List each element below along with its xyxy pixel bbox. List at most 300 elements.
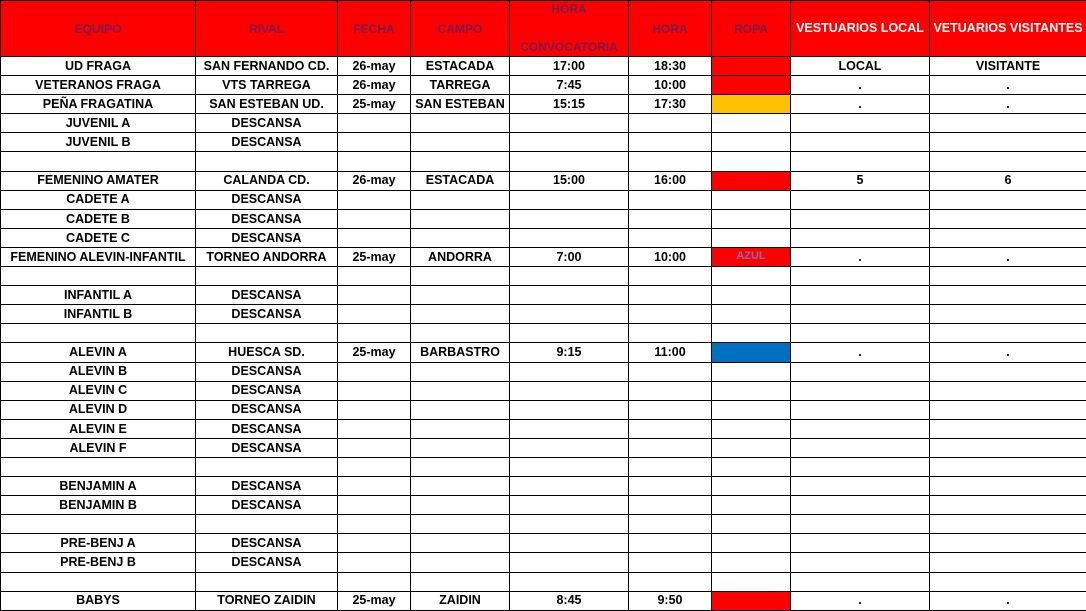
cell-hora[interactable]: 16:00 [629, 171, 712, 190]
cell-fecha[interactable] [338, 228, 411, 247]
cell-ropa[interactable]: AZUL [712, 247, 791, 266]
table-row [1, 114, 1086, 133]
cell-rival[interactable]: DESCANSA [196, 209, 338, 228]
cell-rival[interactable]: DESCANSA [196, 534, 338, 553]
cell-vestuarios-visitantes[interactable]: . [930, 76, 1086, 95]
cell-ropa[interactable] [712, 553, 791, 572]
cell-vestuarios-local[interactable]: . [791, 95, 930, 114]
cell-vestuarios-local[interactable] [791, 457, 930, 476]
cell-ropa[interactable] [712, 305, 791, 324]
cell-vestuarios-visitantes[interactable] [930, 572, 1086, 591]
cell-hora-convocatoria[interactable] [510, 381, 629, 400]
cell-fecha[interactable]: 25-may [338, 247, 411, 266]
cell-hora-convocatoria[interactable] [510, 515, 629, 534]
cell-vestuarios-local[interactable] [791, 553, 930, 572]
table-row [1, 76, 1086, 95]
cell-rival[interactable]: SAN FERNANDO CD. [196, 57, 338, 76]
cell-hora[interactable]: 18:30 [629, 57, 712, 76]
cell-equipo[interactable] [1, 515, 196, 534]
cell-fecha[interactable]: 25-may [338, 95, 411, 114]
cell-rival[interactable]: VTS TARREGA [196, 76, 338, 95]
cell-fecha[interactable] [338, 496, 411, 515]
cell-equipo[interactable]: BENJAMIN B [1, 496, 196, 515]
cell-fecha[interactable] [338, 286, 411, 305]
cell-hora-convocatoria[interactable] [510, 477, 629, 496]
cell-hora-convocatoria[interactable] [510, 286, 629, 305]
table-row [1, 152, 1086, 171]
table-row [1, 400, 1086, 419]
cell-hora-convocatoria[interactable] [510, 152, 629, 171]
cell-vestuarios-visitantes[interactable] [930, 286, 1086, 305]
cell-hora[interactable] [629, 324, 712, 343]
cell-hora-convocatoria[interactable] [510, 114, 629, 133]
schedule-body [1, 57, 1086, 611]
cell-vestuarios-visitantes[interactable] [930, 305, 1086, 324]
cell-vestuarios-visitantes[interactable] [930, 114, 1086, 133]
cell-ropa[interactable] [712, 419, 791, 438]
cell-hora[interactable] [629, 457, 712, 476]
cell-equipo[interactable] [1, 457, 196, 476]
table-row [1, 496, 1086, 515]
cell-rival[interactable]: DESCANSA [196, 114, 338, 133]
cell-vestuarios-local[interactable]: . [791, 591, 930, 610]
cell-rival[interactable]: DESCANSA [196, 438, 338, 457]
header-hora-convocatoria[interactable] [510, 1, 629, 57]
cell-hora[interactable]: 11:00 [629, 343, 712, 362]
cell-rival[interactable]: DESCANSA [196, 286, 338, 305]
cell-rival[interactable]: TORNEO ANDORRA [196, 247, 338, 266]
cell-hora-convocatoria[interactable] [510, 305, 629, 324]
header-vestuarios-visitantes[interactable]: VETUARIOS VISITANTES [930, 1, 1086, 57]
cell-vestuarios-local[interactable] [791, 477, 930, 496]
table-row [1, 381, 1086, 400]
cell-hora[interactable] [629, 572, 712, 591]
cell-vestuarios-visitantes[interactable]: . [930, 343, 1086, 362]
cell-fecha[interactable]: 26-may [338, 171, 411, 190]
cell-ropa[interactable] [712, 591, 791, 610]
cell-vestuarios-visitantes[interactable] [930, 190, 1086, 209]
cell-ropa[interactable] [712, 171, 791, 190]
table-row [1, 247, 1086, 266]
cell-vestuarios-local[interactable]: . [791, 247, 930, 266]
cell-fecha[interactable]: 25-may [338, 343, 411, 362]
cell-fecha[interactable]: 26-may [338, 76, 411, 95]
table-row [1, 95, 1086, 114]
cell-vestuarios-local[interactable] [791, 419, 930, 438]
cell-hora-convocatoria[interactable] [510, 457, 629, 476]
cell-campo[interactable] [411, 324, 510, 343]
cell-campo[interactable]: TARREGA [411, 76, 510, 95]
cell-hora-convocatoria[interactable] [510, 209, 629, 228]
header-vestuarios-local[interactable]: VESTUARIOS LOCAL [791, 1, 930, 57]
cell-vestuarios-local[interactable]: . [791, 343, 930, 362]
cell-rival[interactable] [196, 152, 338, 171]
cell-ropa[interactable] [712, 477, 791, 496]
cell-vestuarios-local[interactable]: LOCAL [791, 57, 930, 76]
cell-ropa[interactable] [712, 95, 791, 114]
cell-hora[interactable] [629, 305, 712, 324]
cell-ropa[interactable] [712, 228, 791, 247]
cell-ropa[interactable] [712, 190, 791, 209]
cell-hora-convocatoria[interactable] [510, 228, 629, 247]
cell-vestuarios-local[interactable] [791, 515, 930, 534]
cell-vestuarios-visitantes[interactable] [930, 324, 1086, 343]
cell-equipo[interactable]: JUVENIL B [1, 133, 196, 152]
cell-fecha[interactable] [338, 400, 411, 419]
table-row [1, 362, 1086, 381]
cell-equipo[interactable] [1, 572, 196, 591]
table-row [1, 228, 1086, 247]
cell-rival[interactable] [196, 267, 338, 286]
cell-vestuarios-visitantes[interactable] [930, 496, 1086, 515]
cell-equipo[interactable]: ALEVIN C [1, 381, 196, 400]
cell-rival[interactable] [196, 324, 338, 343]
cell-hora[interactable] [629, 381, 712, 400]
table-row [1, 572, 1086, 591]
cell-equipo[interactable]: ALEVIN E [1, 419, 196, 438]
cell-ropa[interactable] [712, 324, 791, 343]
cell-rival[interactable] [196, 572, 338, 591]
cell-ropa[interactable] [712, 534, 791, 553]
cell-vestuarios-visitantes[interactable] [930, 209, 1086, 228]
cell-rival[interactable]: HUESCA SD. [196, 343, 338, 362]
cell-vestuarios-visitantes[interactable] [930, 133, 1086, 152]
cell-vestuarios-visitantes[interactable] [930, 228, 1086, 247]
table-row [1, 457, 1086, 476]
header-ropa[interactable]: ROPA [712, 1, 791, 57]
cell-hora[interactable] [629, 496, 712, 515]
cell-hora[interactable] [629, 190, 712, 209]
cell-vestuarios-local[interactable] [791, 400, 930, 419]
cell-campo[interactable]: ESTACADA [411, 171, 510, 190]
cell-hora[interactable] [629, 438, 712, 457]
table-row [1, 591, 1086, 610]
cell-campo[interactable] [411, 477, 510, 496]
cell-equipo[interactable]: CADETE A [1, 190, 196, 209]
cell-rival[interactable]: DESCANSA [196, 228, 338, 247]
table-row [1, 190, 1086, 209]
cell-vestuarios-visitantes[interactable] [930, 400, 1086, 419]
cell-rival[interactable]: DESCANSA [196, 477, 338, 496]
cell-fecha[interactable] [338, 477, 411, 496]
cell-equipo[interactable] [1, 152, 196, 171]
cell-rival[interactable]: SAN ESTEBAN UD. [196, 95, 338, 114]
cell-campo[interactable] [411, 496, 510, 515]
cell-rival[interactable] [196, 515, 338, 534]
cell-campo[interactable] [411, 572, 510, 591]
cell-equipo[interactable]: ALEVIN F [1, 438, 196, 457]
cell-vestuarios-visitantes[interactable] [930, 515, 1086, 534]
cell-ropa[interactable] [712, 76, 791, 95]
cell-vestuarios-visitantes[interactable] [930, 438, 1086, 457]
cell-rival[interactable]: DESCANSA [196, 553, 338, 572]
cell-ropa[interactable] [712, 152, 791, 171]
cell-vestuarios-local[interactable]: . [791, 76, 930, 95]
cell-vestuarios-local[interactable] [791, 190, 930, 209]
cell-ropa[interactable] [712, 57, 791, 76]
header-equipo[interactable]: EQUIPO [1, 1, 196, 57]
cell-fecha[interactable] [338, 553, 411, 572]
cell-hora[interactable]: 17:30 [629, 95, 712, 114]
cell-fecha[interactable] [338, 133, 411, 152]
cell-ropa[interactable] [712, 343, 791, 362]
cell-campo[interactable]: ESTACADA [411, 57, 510, 76]
cell-hora-convocatoria[interactable] [510, 324, 629, 343]
cell-hora[interactable] [629, 553, 712, 572]
cell-fecha[interactable] [338, 267, 411, 286]
cell-hora-convocatoria[interactable] [510, 553, 629, 572]
cell-campo[interactable]: ZAIDIN [411, 591, 510, 610]
cell-fecha[interactable] [338, 572, 411, 591]
cell-hora[interactable] [629, 286, 712, 305]
cell-equipo[interactable]: CADETE C [1, 228, 196, 247]
cell-campo[interactable] [411, 362, 510, 381]
cell-equipo[interactable]: ALEVIN B [1, 362, 196, 381]
cell-hora-convocatoria[interactable] [510, 190, 629, 209]
cell-campo[interactable] [411, 515, 510, 534]
cell-campo[interactable] [411, 381, 510, 400]
cell-vestuarios-visitantes[interactable]: 6 [930, 171, 1086, 190]
cell-fecha[interactable] [338, 114, 411, 133]
cell-equipo[interactable] [1, 267, 196, 286]
header-campo[interactable]: CAMPO [411, 1, 510, 57]
table-row [1, 267, 1086, 286]
cell-fecha[interactable] [338, 305, 411, 324]
cell-campo[interactable] [411, 419, 510, 438]
cell-hora[interactable]: 9:50 [629, 591, 712, 610]
table-row [1, 57, 1086, 76]
header-row [1, 1, 1086, 57]
cell-equipo[interactable]: BENJAMIN A [1, 477, 196, 496]
cell-vestuarios-visitantes[interactable] [930, 553, 1086, 572]
cell-fecha[interactable] [338, 190, 411, 209]
cell-campo[interactable] [411, 114, 510, 133]
cell-ropa[interactable] [712, 267, 791, 286]
cell-rival[interactable] [196, 457, 338, 476]
cell-equipo[interactable]: PEÑA FRAGATINA [1, 95, 196, 114]
cell-vestuarios-local[interactable] [791, 267, 930, 286]
cell-equipo[interactable]: PRE-BENJ B [1, 553, 196, 572]
cell-campo[interactable] [411, 286, 510, 305]
cell-vestuarios-local[interactable] [791, 228, 930, 247]
cell-campo[interactable] [411, 457, 510, 476]
cell-equipo[interactable] [1, 324, 196, 343]
cell-campo[interactable] [411, 228, 510, 247]
cell-campo[interactable] [411, 438, 510, 457]
cell-equipo[interactable]: BABYS [1, 591, 196, 610]
cell-rival[interactable]: DESCANSA [196, 400, 338, 419]
cell-campo[interactable] [411, 190, 510, 209]
table-row [1, 553, 1086, 572]
table-row [1, 209, 1086, 228]
header-fecha[interactable]: FECHA [338, 1, 411, 57]
cell-vestuarios-visitantes[interactable]: . [930, 591, 1086, 610]
cell-vestuarios-local[interactable] [791, 324, 930, 343]
cell-vestuarios-local[interactable] [791, 133, 930, 152]
header-hora-convocatoria-line1: HORA [510, 3, 628, 15]
cell-fecha[interactable] [338, 438, 411, 457]
cell-ropa[interactable] [712, 133, 791, 152]
cell-hora[interactable] [629, 133, 712, 152]
cell-campo[interactable] [411, 553, 510, 572]
cell-vestuarios-visitantes[interactable] [930, 477, 1086, 496]
cell-equipo[interactable]: INFANTIL B [1, 305, 196, 324]
cell-vestuarios-local[interactable] [791, 438, 930, 457]
cell-vestuarios-local[interactable] [791, 152, 930, 171]
table-row [1, 419, 1086, 438]
cell-vestuarios-visitantes[interactable] [930, 419, 1086, 438]
cell-ropa[interactable] [712, 457, 791, 476]
cell-campo[interactable] [411, 133, 510, 152]
cell-vestuarios-visitantes[interactable] [930, 152, 1086, 171]
cell-equipo[interactable]: ALEVIN A [1, 343, 196, 362]
cell-hora[interactable] [629, 152, 712, 171]
table-row [1, 534, 1086, 553]
cell-rival[interactable]: DESCANSA [196, 381, 338, 400]
cell-ropa[interactable] [712, 209, 791, 228]
header-hora[interactable]: HORA [629, 1, 712, 57]
cell-campo[interactable]: ANDORRA [411, 247, 510, 266]
cell-vestuarios-local[interactable] [791, 286, 930, 305]
cell-equipo[interactable]: PRE-BENJ A [1, 534, 196, 553]
cell-hora-convocatoria[interactable] [510, 400, 629, 419]
cell-fecha[interactable] [338, 515, 411, 534]
cell-ropa[interactable] [712, 515, 791, 534]
cell-fecha[interactable] [338, 419, 411, 438]
cell-hora-convocatoria[interactable] [510, 534, 629, 553]
cell-fecha[interactable] [338, 152, 411, 171]
cell-hora[interactable] [629, 209, 712, 228]
cell-campo[interactable] [411, 209, 510, 228]
cell-vestuarios-visitantes[interactable]: . [930, 247, 1086, 266]
cell-fecha[interactable]: 25-may [338, 591, 411, 610]
cell-hora-convocatoria[interactable] [510, 267, 629, 286]
cell-ropa[interactable] [712, 114, 791, 133]
cell-ropa[interactable] [712, 572, 791, 591]
cell-equipo[interactable]: FEMENINO ALEVIN-INFANTIL [1, 247, 196, 266]
cell-rival[interactable]: DESCANSA [196, 362, 338, 381]
cell-campo[interactable] [411, 152, 510, 171]
table-row [1, 515, 1086, 534]
cell-equipo[interactable]: VETERANOS FRAGA [1, 76, 196, 95]
cell-hora[interactable]: 10:00 [629, 247, 712, 266]
cell-hora[interactable] [629, 267, 712, 286]
cell-campo[interactable]: BARBASTRO [411, 343, 510, 362]
cell-ropa[interactable] [712, 362, 791, 381]
cell-vestuarios-local[interactable] [791, 114, 930, 133]
cell-hora[interactable] [629, 477, 712, 496]
cell-campo[interactable] [411, 267, 510, 286]
cell-vestuarios-visitantes[interactable]: . [930, 95, 1086, 114]
cell-hora-convocatoria[interactable] [510, 419, 629, 438]
cell-equipo[interactable]: JUVENIL A [1, 114, 196, 133]
header-rival[interactable]: RIVAL [196, 1, 338, 57]
table-row [1, 133, 1086, 152]
table-row [1, 286, 1086, 305]
cell-vestuarios-local[interactable] [791, 305, 930, 324]
cell-hora[interactable] [629, 114, 712, 133]
cell-campo[interactable] [411, 305, 510, 324]
cell-ropa[interactable] [712, 438, 791, 457]
cell-fecha[interactable] [338, 381, 411, 400]
cell-hora-convocatoria[interactable] [510, 496, 629, 515]
cell-vestuarios-visitantes[interactable] [930, 457, 1086, 476]
cell-hora[interactable] [629, 362, 712, 381]
cell-campo[interactable] [411, 400, 510, 419]
header-hora-convocatoria-line2: CONVOCATORIA [510, 41, 628, 53]
cell-ropa[interactable] [712, 496, 791, 515]
cell-fecha[interactable] [338, 324, 411, 343]
cell-hora-convocatoria[interactable] [510, 133, 629, 152]
cell-equipo[interactable]: FEMENINO AMATER [1, 171, 196, 190]
table-row [1, 438, 1086, 457]
cell-hora[interactable]: 10:00 [629, 76, 712, 95]
cell-hora[interactable] [629, 400, 712, 419]
cell-campo[interactable] [411, 534, 510, 553]
cell-vestuarios-local[interactable]: 5 [791, 171, 930, 190]
cell-rival[interactable]: DESCANSA [196, 419, 338, 438]
cell-rival[interactable]: DESCANSA [196, 190, 338, 209]
cell-ropa[interactable] [712, 400, 791, 419]
cell-hora-convocatoria[interactable] [510, 362, 629, 381]
cell-equipo[interactable]: CADETE B [1, 209, 196, 228]
cell-hora-convocatoria[interactable]: 17:00 [510, 57, 629, 76]
cell-hora-convocatoria[interactable]: 15:15 [510, 95, 629, 114]
cell-vestuarios-local[interactable] [791, 362, 930, 381]
cell-hora-convocatoria[interactable]: 9:15 [510, 343, 629, 362]
cell-hora[interactable] [629, 228, 712, 247]
cell-equipo[interactable]: ALEVIN D [1, 400, 196, 419]
cell-hora[interactable] [629, 419, 712, 438]
cell-ropa[interactable] [712, 286, 791, 305]
table-row [1, 343, 1086, 362]
cell-hora-convocatoria[interactable]: 7:45 [510, 76, 629, 95]
cell-hora[interactable] [629, 534, 712, 553]
cell-vestuarios-visitantes[interactable] [930, 362, 1086, 381]
cell-vestuarios-local[interactable] [791, 381, 930, 400]
cell-fecha[interactable] [338, 209, 411, 228]
cell-equipo[interactable]: INFANTIL A [1, 286, 196, 305]
cell-hora-convocatoria[interactable] [510, 438, 629, 457]
cell-ropa[interactable] [712, 381, 791, 400]
cell-vestuarios-visitantes[interactable]: VISITANTE [930, 57, 1086, 76]
cell-fecha[interactable] [338, 362, 411, 381]
cell-fecha[interactable]: 26-may [338, 57, 411, 76]
cell-vestuarios-local[interactable] [791, 572, 930, 591]
cell-equipo[interactable]: UD FRAGA [1, 57, 196, 76]
cell-rival[interactable]: DESCANSA [196, 133, 338, 152]
cell-rival[interactable]: CALANDA CD. [196, 171, 338, 190]
table-row [1, 305, 1086, 324]
cell-campo[interactable]: SAN ESTEBAN [411, 95, 510, 114]
cell-hora-convocatoria[interactable]: 7:00 [510, 247, 629, 266]
cell-rival[interactable]: DESCANSA [196, 496, 338, 515]
cell-vestuarios-local[interactable] [791, 496, 930, 515]
cell-hora[interactable] [629, 515, 712, 534]
cell-vestuarios-visitantes[interactable] [930, 534, 1086, 553]
cell-rival[interactable]: DESCANSA [196, 305, 338, 324]
cell-hora-convocatoria[interactable]: 15:00 [510, 171, 629, 190]
cell-hora-convocatoria[interactable]: 8:45 [510, 591, 629, 610]
cell-hora-convocatoria[interactable] [510, 572, 629, 591]
cell-vestuarios-visitantes[interactable] [930, 267, 1086, 286]
cell-vestuarios-visitantes[interactable] [930, 381, 1086, 400]
cell-fecha[interactable] [338, 534, 411, 553]
cell-vestuarios-local[interactable] [791, 209, 930, 228]
cell-vestuarios-local[interactable] [791, 534, 930, 553]
cell-fecha[interactable] [338, 457, 411, 476]
cell-rival[interactable]: TORNEO ZAIDIN [196, 591, 338, 610]
